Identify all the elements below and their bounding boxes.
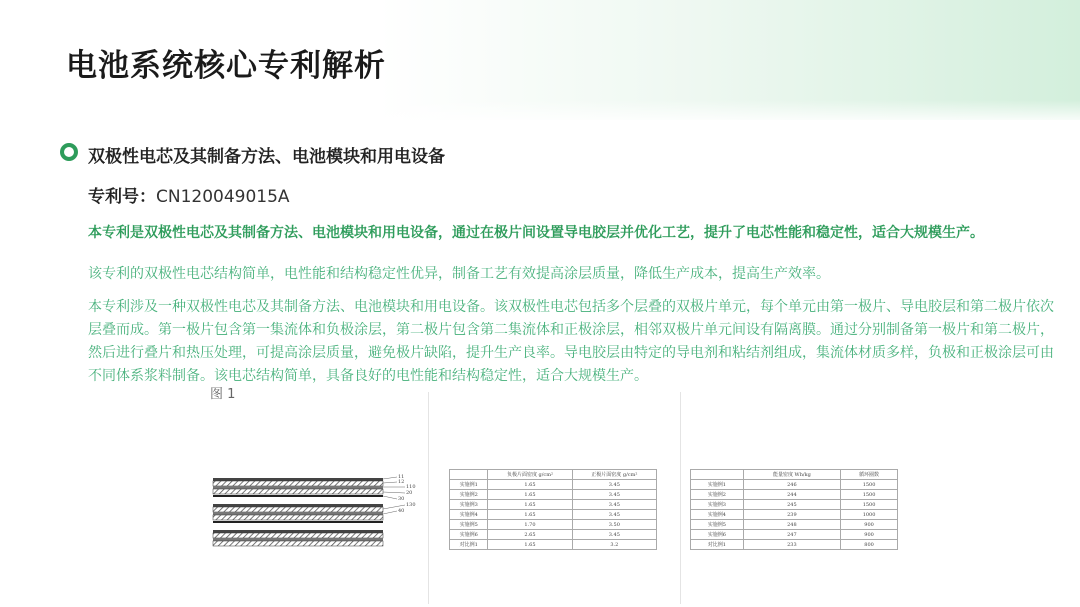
table-cell: 实施例1 [450, 480, 488, 490]
table-header-cell: 正极片面密度 g/cm² [572, 470, 656, 480]
callout-label: 11 [398, 474, 405, 480]
table-cell: 实施例6 [450, 530, 488, 540]
table-row [691, 510, 898, 520]
table-cell: 900 [841, 530, 898, 540]
table-cell: 1.70 [488, 520, 572, 530]
table-cell: 1.65 [488, 540, 572, 550]
patent-label: 专利号： [88, 187, 156, 207]
table-cell: 1500 [841, 500, 898, 510]
table-header-row [691, 470, 898, 480]
table-header-cell: 能量密度 Wh/kg [743, 470, 840, 480]
table-cell: 对比例1 [691, 540, 744, 550]
table-cell: 实施例2 [450, 490, 488, 500]
table-cell: 245 [743, 500, 840, 510]
table-cell: 实施例4 [450, 510, 488, 520]
column-divider [680, 392, 681, 604]
table-cell: 实施例1 [691, 480, 744, 490]
callout-label: 20 [406, 490, 413, 496]
table-energy-cycle [690, 469, 898, 550]
table-header-row [450, 470, 657, 480]
table-cell: 239 [743, 510, 840, 520]
callout-label: 12 [398, 479, 405, 485]
table-areal-density [449, 469, 657, 550]
paragraph-advantages: 该专利的双极性电芯结构简单，电性能和结构稳定性优异，制备工艺有效提高涂层质量，降低生产成本，提高生产效率。 [88, 266, 830, 282]
callout-label: 30 [398, 496, 405, 502]
table-cell: 实施例3 [691, 500, 744, 510]
table-cell: 3.50 [572, 520, 656, 530]
paragraph-description: 本专利涉及一种双极性电芯及其制备方法、电池模块和用电设备。该双极性电芯包括多个层叠的双极片单元，每个单元由第一极片、导电胶层和第二极片依次层叠而成。第一极片包含第一集流体和负极涂层，第二极片包含第二集流体和正极涂层，相邻双极片单元间设有隔离膜。通过分别制备第一极片和第二极片，然后进行叠片和热压处理，可提高涂层质量，避免极片缺陷，提升生产良率。导电胶层由特定的导电剂和粘结剂组成，集流体材质多样，负极和正极涂层可由不同体系浆料制备。该电芯结构简单，具备良好的电性能和结构稳定性，适合大规模生产。 [88, 299, 1054, 384]
figure-1-diagram [205, 468, 425, 558]
table-cell: 3.45 [572, 530, 656, 540]
figure-label: 图 1 [210, 387, 236, 402]
table-cell: 1500 [841, 490, 898, 500]
table-cell: 实施例5 [691, 520, 744, 530]
table-cell: 3.45 [572, 490, 656, 500]
table-cell: 实施例6 [691, 530, 744, 540]
table-cell: 实施例4 [691, 510, 744, 520]
header-fade [0, 100, 1080, 124]
table-cell: 3.45 [572, 480, 656, 490]
table-cell: 1.65 [488, 510, 572, 520]
table-cell: 1.65 [488, 480, 572, 490]
table-row [691, 480, 898, 490]
table-cell: 244 [743, 490, 840, 500]
table-cell: 800 [841, 540, 898, 550]
callout-label: 110 [406, 484, 416, 490]
callout-label: 40 [398, 508, 405, 514]
summary-text: 本专利是双极性电芯及其制备方法、电池模块和用电设备，通过在极片间设置导电胶层并优化工艺，提升了电芯性能和稳定性，适合大规模生产。 [88, 225, 984, 241]
bullet-icon [60, 143, 78, 161]
table-row [450, 510, 657, 520]
table-row [691, 500, 898, 510]
table-header-cell [691, 470, 744, 480]
table-header-cell: 循环圈数 [841, 470, 898, 480]
callout-label: 130 [406, 502, 416, 508]
page-title: 电池系统核心专利解析 [66, 48, 386, 84]
table-row [450, 500, 657, 510]
table-header-cell [450, 470, 488, 480]
table-cell: 1000 [841, 510, 898, 520]
table-row [450, 540, 657, 550]
electrode-stack [213, 478, 383, 546]
table-cell: 246 [743, 480, 840, 490]
table-cell: 3.2 [572, 540, 656, 550]
table-cell: 实施例2 [691, 490, 744, 500]
table-header-cell: 负极片面密度 g/cm² [488, 470, 572, 480]
table-cell: 233 [743, 540, 840, 550]
table-row [691, 540, 898, 550]
table-row [691, 520, 898, 530]
table-cell: 247 [743, 530, 840, 540]
table-cell: 实施例3 [450, 500, 488, 510]
table-row [450, 480, 657, 490]
table-cell: 实施例5 [450, 520, 488, 530]
column-divider [428, 392, 429, 604]
table-cell: 2.65 [488, 530, 572, 540]
table-row [450, 490, 657, 500]
section-subtitle: 双极性电芯及其制备方法、电池模块和用电设备 [88, 147, 445, 167]
table-row [450, 520, 657, 530]
table-cell: 248 [743, 520, 840, 530]
table-cell: 对比例1 [450, 540, 488, 550]
table-row [691, 490, 898, 500]
patent-number: CN120049015A [156, 187, 290, 207]
table-cell: 1.65 [488, 500, 572, 510]
table-row [691, 530, 898, 540]
table-row [450, 530, 657, 540]
table-cell: 3.45 [572, 500, 656, 510]
patent-number-line [88, 182, 290, 207]
table-cell: 1500 [841, 480, 898, 490]
table-cell: 3.45 [572, 510, 656, 520]
table-cell: 900 [841, 520, 898, 530]
table-cell: 1.65 [488, 490, 572, 500]
